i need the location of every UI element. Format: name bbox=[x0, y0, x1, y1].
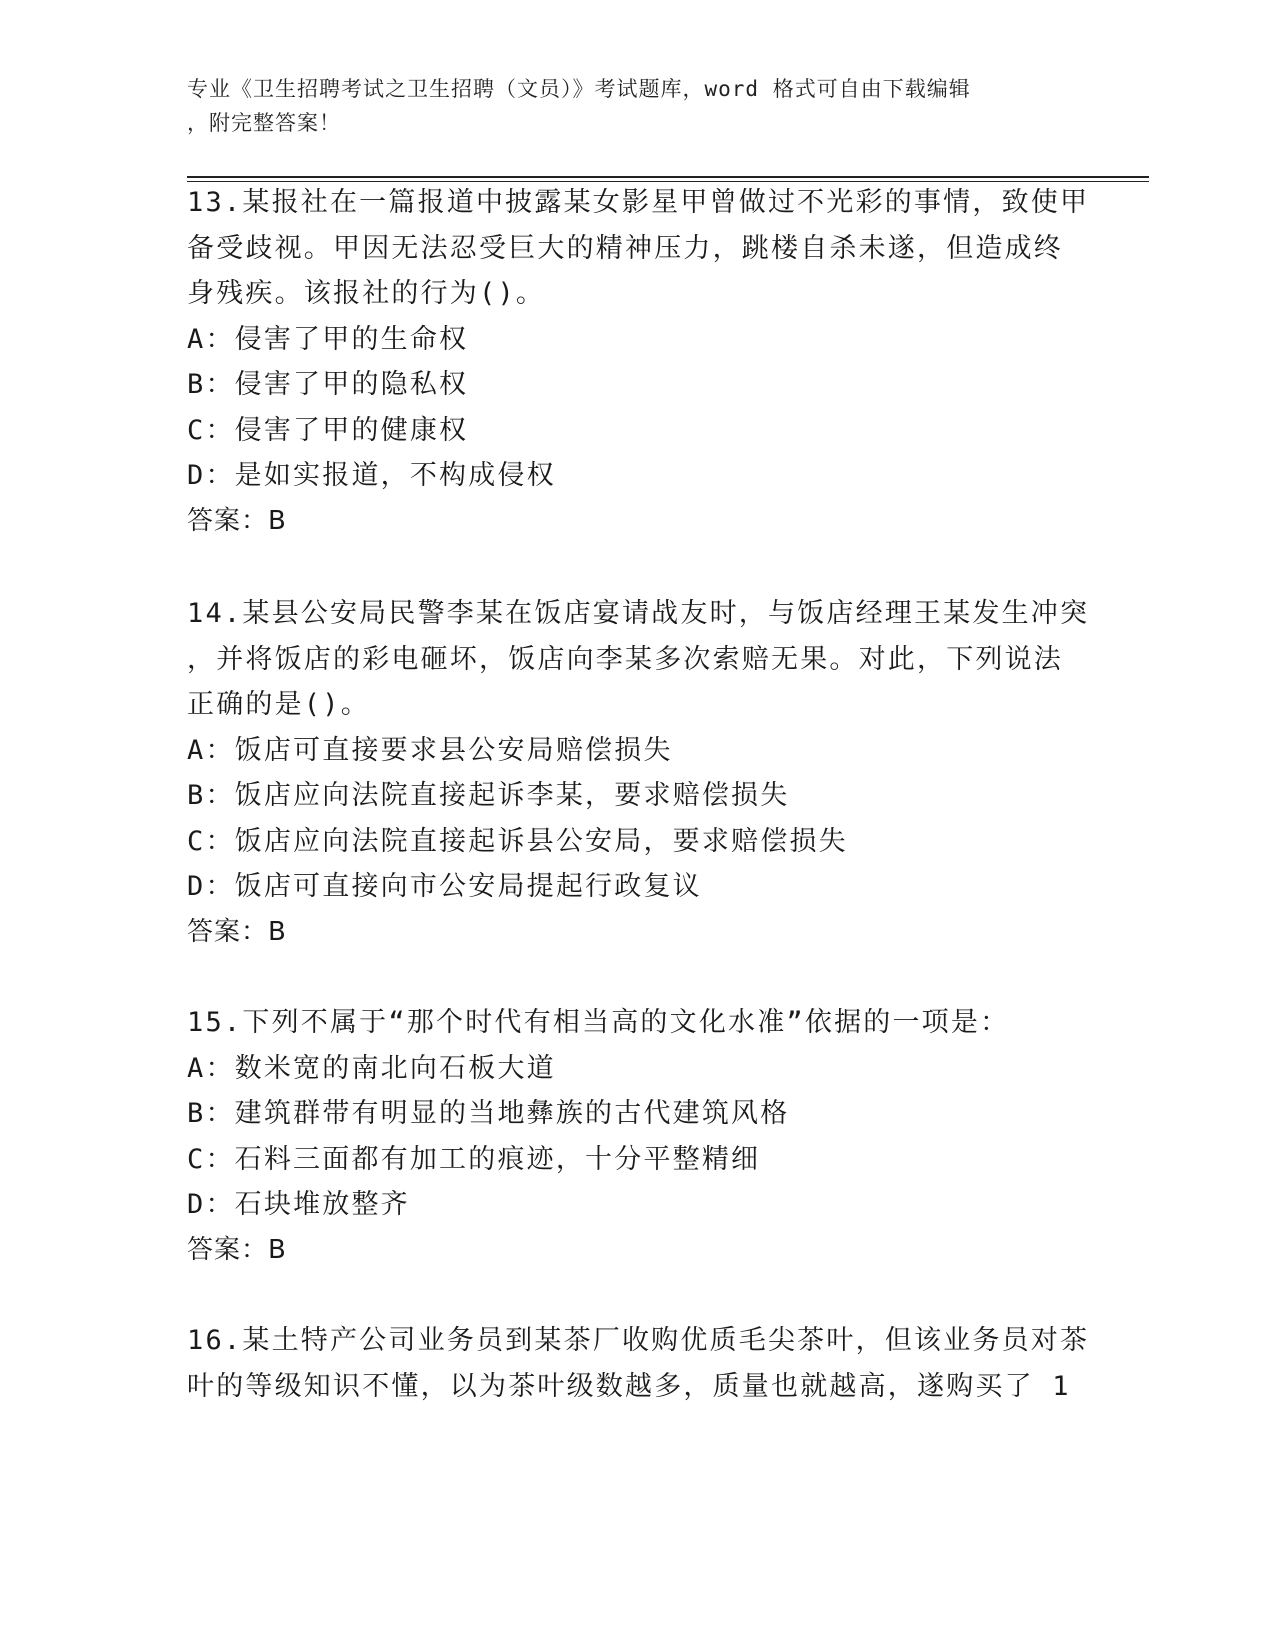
option-c: C：侵害了甲的健康权 bbox=[187, 414, 469, 446]
question-stem-line: 13.某报社在一篇报道中披露某女影星甲曾做过不光彩的事情，致使甲 bbox=[187, 187, 1090, 218]
header-line-2: ，附完整答案！ bbox=[187, 111, 341, 135]
question-14 bbox=[187, 591, 1090, 955]
header-divider-thick bbox=[187, 176, 1149, 178]
option-a: A：数米宽的南北向石板大道 bbox=[187, 1052, 556, 1084]
option-d: D：是如实报道，不构成侵权 bbox=[187, 460, 556, 491]
question-stem-line: 14.某县公安局民警李某在饭店宴请战友时，与饭店经理王某发生冲突 bbox=[187, 598, 1090, 629]
option-b: B：侵害了甲的隐私权 bbox=[187, 369, 469, 400]
question-stem-line: 叶的等级知识不懂，以为茶叶级数越多，质量也就越高，遂购买了 1 bbox=[187, 1370, 1071, 1402]
option-d: D：石块堆放整齐 bbox=[187, 1189, 410, 1220]
header-line-1: 专业《卫生招聘考试之卫生招聘（文员）》考试题库，word 格式可自由下载编辑 bbox=[187, 77, 971, 101]
option-b: B：建筑群带有明显的当地彝族的古代建筑风格 bbox=[187, 1098, 790, 1129]
option-c: C：饭店应向法院直接起诉县公安局，要求赔偿损失 bbox=[187, 825, 848, 857]
question-stem-line: 身残疾。该报社的行为()。 bbox=[187, 278, 546, 309]
question-stem-line: 正确的是()。 bbox=[187, 689, 370, 720]
option-a: A：饭店可直接要求县公安局赔偿损失 bbox=[187, 734, 673, 766]
question-stem-line: 16.某土特产公司业务员到某茶厂收购优质毛尖茶叶，但该业务员对茶 bbox=[187, 1325, 1090, 1356]
question-stem-line: 15.下列不属于“那个时代有相当高的文化水准”依据的一项是： bbox=[187, 1007, 1010, 1038]
question-stem-line: ，并将饭店的彩电砸坏，饭店向李某多次索赔无果。对此，下列说法 bbox=[187, 643, 1063, 675]
question-13 bbox=[187, 180, 1090, 544]
option-a: A：侵害了甲的生命权 bbox=[187, 323, 469, 355]
question-stem-line: 备受歧视。甲因无法忍受巨大的精神压力，跳楼自杀未遂，但造成终 bbox=[187, 232, 1063, 264]
answer-line: 答案：B bbox=[187, 1234, 287, 1265]
document-header bbox=[187, 72, 1067, 140]
question-15 bbox=[187, 1000, 1087, 1273]
answer-line: 答案：B bbox=[187, 916, 287, 947]
option-d: D：饭店可直接向市公安局提起行政复议 bbox=[187, 871, 702, 902]
answer-line: 答案：B bbox=[187, 505, 287, 536]
option-c: C：石料三面都有加工的痕迹，十分平整精细 bbox=[187, 1143, 761, 1175]
option-b: B：饭店应向法院直接起诉李某，要求赔偿损失 bbox=[187, 780, 790, 811]
question-16 bbox=[187, 1318, 1090, 1409]
